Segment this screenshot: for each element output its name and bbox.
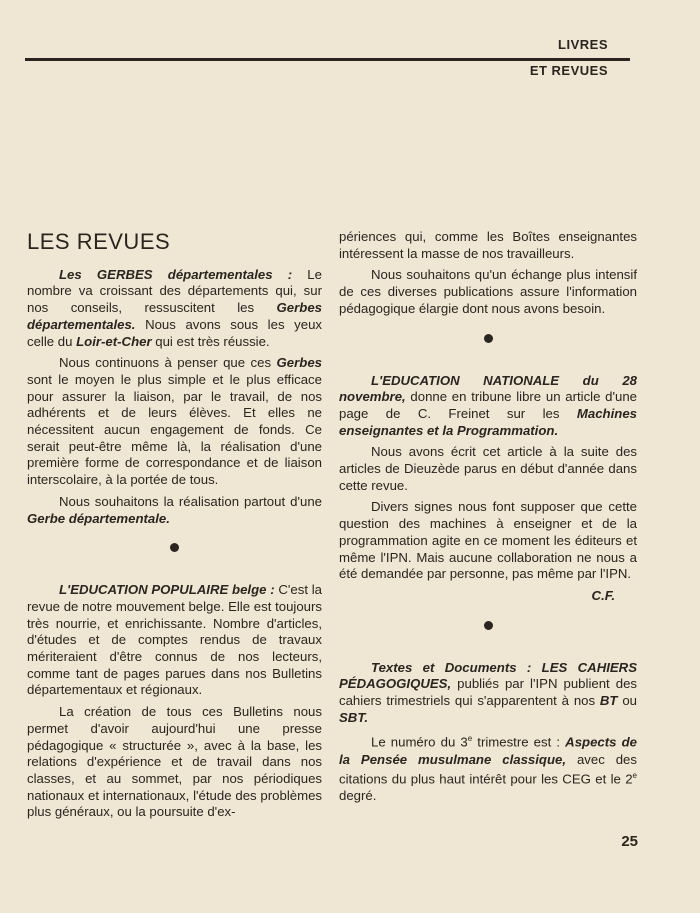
text: qui est très réussie. xyxy=(151,333,270,349)
text: C'est la revue de notre mouvement belge. Elle est toujours très nourrie, et enrichissante. Nombre d'articles, d'études et de comptes rendus de travaux mériteraient d'être connus de nos lecteurs, comme tant de pages parues dans nos Bulletins départementaux et régionaux. xyxy=(27,582,322,698)
bullet-separator xyxy=(170,543,179,552)
text: ou xyxy=(617,693,637,709)
gerbes-paragraph-3 xyxy=(27,494,322,527)
text: degré. xyxy=(339,788,377,804)
textes-title: Textes et Documents : LES CAHIERS PÉDAGOGIQUES, xyxy=(339,659,637,692)
edpop-paragraph-1 xyxy=(27,582,322,699)
text: Le nombre va croissant des départements qui, sur nos conseils, ressuscitent les xyxy=(27,266,322,316)
bullet-separator xyxy=(484,334,493,343)
textes-paragraph-2 xyxy=(339,731,637,805)
superscript: e xyxy=(632,771,637,781)
ednat-paragraph-1 xyxy=(339,373,637,440)
emphasis: Aspects de la Pensée musulmane classique, xyxy=(339,734,637,767)
header-rule xyxy=(25,58,630,61)
superscript: e xyxy=(467,734,473,744)
bullet-separator xyxy=(484,621,493,630)
text: trimestre est : xyxy=(472,734,566,750)
emphasis: Gerbes xyxy=(276,355,322,371)
left-column xyxy=(27,226,322,826)
text: Nous avons sous les yeux celle du xyxy=(27,316,322,349)
textes-paragraph-1 xyxy=(339,660,637,727)
exchange-paragraph: Nous souhaitons qu'un échange plus intensif de ces diverses publications assure l'information pédagogique élargie dont nous avons besoin. xyxy=(339,267,637,316)
section-title: LES REVUES xyxy=(27,229,171,254)
signature: C.F. xyxy=(591,587,615,603)
emphasis: Loir-et-Cher xyxy=(76,333,152,349)
edpop-paragraph-2: La création de tous ces Bulletins nous permet d'avoir aujourd'hui une presse pédagogique « structurée », avec à la base, les relations d'expérience et de travail dans nos classes, et au sommet, par nos périodiques nationaux et internationaux, l'étude des problèmes plus généraux, ou la poursuite d'ex- xyxy=(27,704,322,820)
gerbes-paragraph-1 xyxy=(27,267,322,351)
ednat-title: L'EDUCATION NATIONALE du 28 novembre, xyxy=(339,372,637,405)
emphasis: BT xyxy=(599,693,618,709)
edpop-title: L'EDUCATION POPULAIRE belge : xyxy=(59,582,275,598)
text: avec des citations du plus haut intérêt pour les CEG et le 2 xyxy=(339,751,637,787)
text: Nous continuons à penser que ces xyxy=(59,355,277,371)
ednat-paragraph-3: Divers signes nous font supposer que cette question des machines à enseigner et de la programmation agite en ce moment les éditeurs et même l'IPN. Mais aucune collaboration ne nous a été demandée par personne, pas même par l'IPN. xyxy=(339,499,637,582)
continued-paragraph: périences qui, comme les Boîtes enseignantes intéressent la masse de nos travailleurs. xyxy=(339,229,637,261)
ednat-paragraph-2: Nous avons écrit cet article à la suite des articles de Dieuzède parus en début d'année dans cette revue. xyxy=(339,444,637,493)
emphasis: Machines enseignantes et la Programmation. xyxy=(339,405,637,438)
text: Nous souhaitons la réalisation partout d'une xyxy=(59,493,322,509)
text: Le numéro du 3 xyxy=(371,734,468,750)
gerbes-title: Les GERBES départementales : xyxy=(59,266,293,282)
text: donne en tribune libre un article d'une page de C. Freinet sur les xyxy=(339,389,637,421)
emphasis: Gerbes départementales. xyxy=(27,300,322,332)
gerbes-paragraph-2 xyxy=(27,355,322,489)
emphasis: SBT. xyxy=(339,709,369,725)
header-et-revues: ET REVUES xyxy=(529,63,608,78)
text: publiés par l'IPN publient des cahiers trimestriels qui s'apparentent à nos xyxy=(339,676,637,709)
text: sont le moyen le plus simple et le plus efficace pour assurer la liaison, par le travail, de nos adhérents et de leurs élèves. Et elles ne nécessitent aucun engagement de fonds. Ce serait peut-être même là, la réalisation d'une première forme de correspondance et de liaison interscolaire, à la portée de tous. xyxy=(27,371,322,488)
right-column xyxy=(339,229,637,810)
header-livres: LIVRES xyxy=(558,37,608,52)
page-number: 25 xyxy=(621,833,638,850)
emphasis: Gerbe départementale. xyxy=(27,510,170,526)
